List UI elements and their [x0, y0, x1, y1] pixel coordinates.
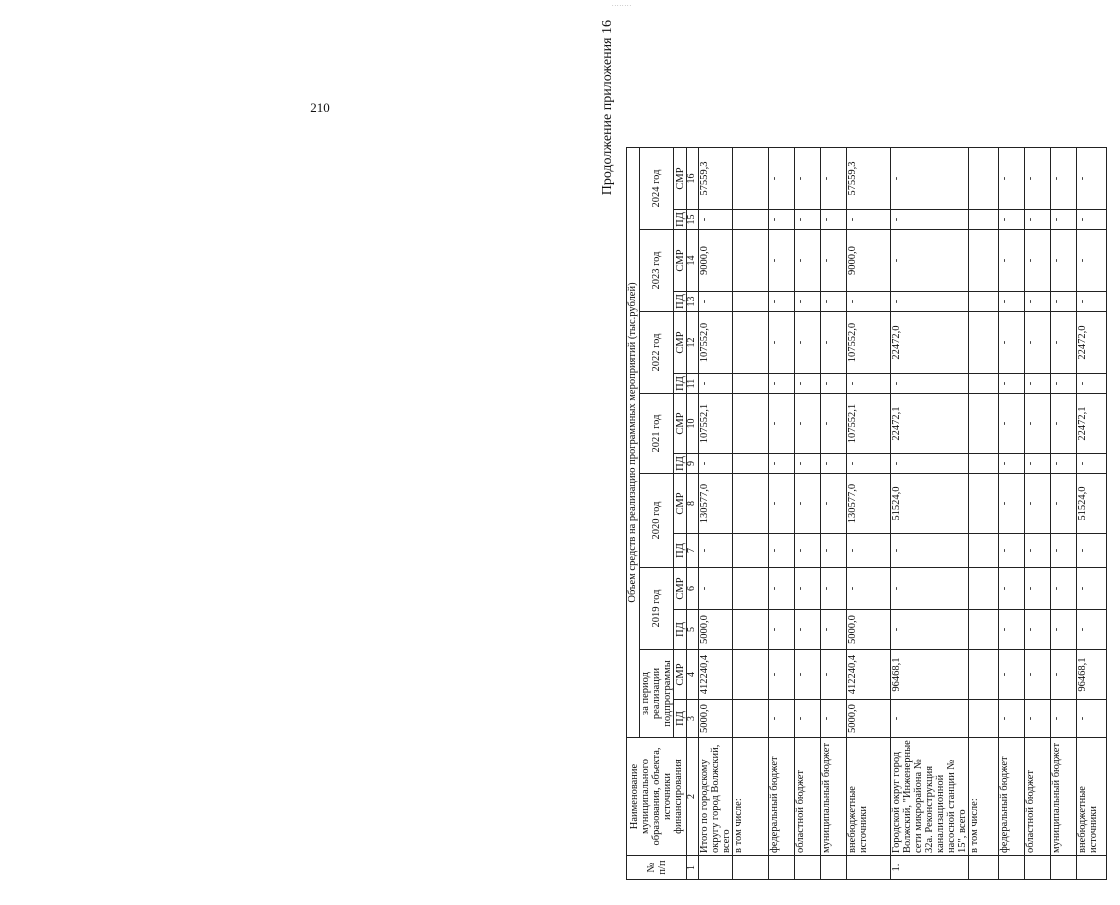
header-year: 2023 год — [640, 230, 674, 312]
row-name: муниципальный бюджет — [1051, 738, 1077, 856]
table-row — [999, 148, 1025, 880]
header-pd: ПД — [674, 454, 687, 474]
row-value: - — [1051, 610, 1077, 650]
header-pd: ПД — [674, 700, 687, 738]
row-value: - — [699, 292, 733, 312]
row-name: внебюджетные источники — [1077, 738, 1107, 856]
row-value: - — [847, 534, 891, 568]
row-value: - — [1051, 148, 1077, 210]
row-number — [733, 856, 769, 880]
row-value: - — [769, 610, 795, 650]
row-value: 107552,0 — [847, 312, 891, 374]
column-number: 1 — [687, 856, 699, 880]
row-value: - — [821, 534, 847, 568]
row-value — [733, 148, 769, 210]
row-value: - — [821, 394, 847, 454]
row-value — [969, 474, 999, 534]
column-number: 6 — [687, 568, 699, 610]
table-row — [733, 148, 769, 880]
row-value: - — [1051, 454, 1077, 474]
row-value: - — [699, 374, 733, 394]
row-value: - — [847, 292, 891, 312]
row-value: - — [1077, 374, 1107, 394]
row-value: - — [821, 474, 847, 534]
row-value: - — [699, 568, 733, 610]
row-value: - — [999, 700, 1025, 738]
row-value: - — [1025, 148, 1051, 210]
row-value: - — [795, 454, 821, 474]
page-number: 210 — [310, 100, 330, 115]
header-smr: СМР — [674, 568, 687, 610]
row-value: - — [999, 454, 1025, 474]
row-value — [733, 312, 769, 374]
row-value — [969, 650, 999, 700]
row-value: - — [891, 700, 969, 738]
row-value — [969, 454, 999, 474]
column-number: 15 — [687, 210, 699, 230]
row-value: - — [1077, 454, 1107, 474]
row-value: - — [999, 394, 1025, 454]
row-value: - — [821, 374, 847, 394]
row-value: - — [1051, 700, 1077, 738]
row-value: 9000,0 — [847, 230, 891, 292]
row-value: - — [847, 454, 891, 474]
row-value — [733, 534, 769, 568]
row-value — [733, 210, 769, 230]
rotated-page — [600, 20, 1120, 880]
table-row — [769, 148, 795, 880]
row-value: - — [795, 394, 821, 454]
row-value: 107552,1 — [699, 394, 733, 454]
row-value — [733, 394, 769, 454]
header-col-no: № п/п — [627, 856, 687, 880]
row-value — [969, 534, 999, 568]
row-value: - — [891, 148, 969, 210]
row-value: - — [769, 312, 795, 374]
row-value: - — [847, 568, 891, 610]
row-number — [769, 856, 795, 880]
row-number — [699, 856, 733, 880]
row-name: в том числе: — [969, 738, 999, 856]
table-row — [699, 148, 733, 880]
row-value: - — [769, 650, 795, 700]
row-value: - — [891, 568, 969, 610]
row-value: - — [795, 650, 821, 700]
header-group-title: Объем средств на реализацию программных мероприятий (тыс.рублей) — [627, 148, 640, 738]
row-value: - — [1025, 650, 1051, 700]
row-value: - — [1051, 210, 1077, 230]
row-value: - — [769, 534, 795, 568]
row-name: федеральный бюджет — [999, 738, 1025, 856]
row-value: - — [891, 292, 969, 312]
row-value: - — [1025, 394, 1051, 454]
row-value: - — [795, 534, 821, 568]
row-value: 22472,0 — [891, 312, 969, 374]
row-number — [1077, 856, 1107, 880]
column-number: 5 — [687, 610, 699, 650]
row-value: - — [821, 210, 847, 230]
row-value: - — [795, 610, 821, 650]
row-value: - — [795, 568, 821, 610]
row-number — [1051, 856, 1077, 880]
row-value: 22472,1 — [1077, 394, 1107, 454]
row-value — [733, 454, 769, 474]
row-value — [733, 292, 769, 312]
row-value: - — [769, 454, 795, 474]
row-value: - — [847, 374, 891, 394]
table-row — [1025, 148, 1051, 880]
row-value: - — [1051, 394, 1077, 454]
row-value: - — [1025, 292, 1051, 312]
row-value: - — [1077, 210, 1107, 230]
header-smr: СМР — [674, 230, 687, 292]
column-number: 12 — [687, 312, 699, 374]
row-value: 51524,0 — [1077, 474, 1107, 534]
row-value: - — [1025, 610, 1051, 650]
row-value: - — [999, 312, 1025, 374]
row-value: - — [1051, 534, 1077, 568]
column-number: 13 — [687, 292, 699, 312]
row-value — [969, 148, 999, 210]
row-value — [969, 312, 999, 374]
row-value: - — [795, 312, 821, 374]
row-value: - — [795, 230, 821, 292]
row-value — [969, 568, 999, 610]
row-name: в том числе: — [733, 738, 769, 856]
table-row — [1077, 148, 1107, 880]
row-value: - — [795, 292, 821, 312]
row-name: внебюджетные источники — [847, 738, 891, 856]
table-row — [821, 148, 847, 880]
row-value: - — [999, 230, 1025, 292]
row-value: - — [1077, 292, 1107, 312]
row-value: - — [769, 700, 795, 738]
row-value: - — [891, 374, 969, 394]
row-value: 57559,3 — [847, 148, 891, 210]
row-value: - — [1077, 700, 1107, 738]
row-value: - — [795, 700, 821, 738]
row-value — [969, 230, 999, 292]
row-value — [969, 210, 999, 230]
row-value — [733, 230, 769, 292]
row-value: - — [1051, 568, 1077, 610]
header-period: за период реализации подпрограммы — [640, 650, 674, 738]
row-name: муниципальный бюджет — [821, 738, 847, 856]
row-value: - — [1051, 374, 1077, 394]
row-value: - — [891, 610, 969, 650]
row-value: - — [1025, 230, 1051, 292]
row-value: - — [699, 454, 733, 474]
table-row — [969, 148, 999, 880]
row-value: - — [795, 148, 821, 210]
row-value: - — [999, 210, 1025, 230]
continuation-title: Продолжение приложения 16 — [600, 20, 615, 196]
row-value: - — [1025, 454, 1051, 474]
row-value: - — [891, 230, 969, 292]
row-name: областной бюджет — [795, 738, 821, 856]
row-value: - — [769, 292, 795, 312]
row-value — [733, 374, 769, 394]
column-number: 7 — [687, 534, 699, 568]
row-value: 57559,3 — [699, 148, 733, 210]
row-value: - — [1051, 292, 1077, 312]
row-value: - — [999, 610, 1025, 650]
header-smr: СМР — [674, 148, 687, 210]
row-value: - — [1025, 210, 1051, 230]
table-row — [1051, 148, 1077, 880]
row-value: - — [1077, 230, 1107, 292]
row-value: 96468,1 — [891, 650, 969, 700]
table-row — [847, 148, 891, 880]
row-value: 130577,0 — [847, 474, 891, 534]
column-number: 11 — [687, 374, 699, 394]
row-number — [1025, 856, 1051, 880]
row-value: - — [999, 650, 1025, 700]
row-value: - — [999, 292, 1025, 312]
row-value: - — [769, 394, 795, 454]
row-value: - — [821, 454, 847, 474]
row-value: - — [999, 148, 1025, 210]
row-value: - — [821, 292, 847, 312]
row-number — [821, 856, 847, 880]
row-value — [733, 568, 769, 610]
row-value: - — [891, 534, 969, 568]
row-value — [969, 374, 999, 394]
row-value — [969, 394, 999, 454]
row-value: 412240,4 — [847, 650, 891, 700]
row-value: - — [1077, 534, 1107, 568]
row-value: - — [1025, 312, 1051, 374]
row-name: Итого по городскому округу город Волжский, всего — [699, 738, 733, 856]
row-value: - — [999, 374, 1025, 394]
row-value: - — [999, 534, 1025, 568]
row-value: - — [1077, 148, 1107, 210]
row-value — [733, 474, 769, 534]
header-year: 2022 год — [640, 312, 674, 394]
header-pd: ПД — [674, 374, 687, 394]
row-value: 5000,0 — [847, 700, 891, 738]
row-value: - — [769, 148, 795, 210]
column-number: 2 — [687, 738, 699, 856]
header-year: 2019 год — [640, 568, 674, 650]
row-value: - — [821, 312, 847, 374]
row-value: 22472,1 — [891, 394, 969, 454]
corner-mark: ........ — [612, 2, 632, 8]
row-value: 51524,0 — [891, 474, 969, 534]
row-value: - — [1025, 474, 1051, 534]
header-smr: СМР — [674, 650, 687, 700]
row-value: - — [1025, 700, 1051, 738]
table-row — [795, 148, 821, 880]
header-pd: ПД — [674, 610, 687, 650]
header-year: 2024 год — [640, 148, 674, 230]
row-value: - — [821, 148, 847, 210]
row-value: 5000,0 — [699, 700, 733, 738]
row-value: 96468,1 — [1077, 650, 1107, 700]
row-value — [969, 700, 999, 738]
row-value: - — [795, 474, 821, 534]
row-value: 5000,0 — [699, 610, 733, 650]
row-value: - — [1051, 650, 1077, 700]
row-value: - — [821, 700, 847, 738]
column-number: 8 — [687, 474, 699, 534]
header-smr: СМР — [674, 394, 687, 454]
row-value: - — [1051, 230, 1077, 292]
row-value: - — [1077, 610, 1107, 650]
row-value — [733, 700, 769, 738]
row-value — [969, 292, 999, 312]
row-value: - — [1025, 374, 1051, 394]
column-number: 10 — [687, 394, 699, 454]
row-value: 22472,0 — [1077, 312, 1107, 374]
row-value: 107552,1 — [847, 394, 891, 454]
row-number — [847, 856, 891, 880]
header-year: 2020 год — [640, 474, 674, 568]
row-value: - — [999, 474, 1025, 534]
header-smr: СМР — [674, 474, 687, 534]
header-pd: ПД — [674, 210, 687, 230]
column-number: 14 — [687, 230, 699, 292]
row-value — [733, 610, 769, 650]
row-value: - — [769, 474, 795, 534]
row-number — [795, 856, 821, 880]
row-value: - — [821, 230, 847, 292]
row-value: - — [847, 210, 891, 230]
row-value: - — [795, 374, 821, 394]
header-pd: ПД — [674, 292, 687, 312]
row-value: 9000,0 — [699, 230, 733, 292]
row-value: - — [821, 610, 847, 650]
column-number: 16 — [687, 148, 699, 210]
row-value: - — [821, 650, 847, 700]
row-value: 130577,0 — [699, 474, 733, 534]
row-number — [969, 856, 999, 880]
budget-table — [626, 147, 1107, 880]
column-number: 9 — [687, 454, 699, 474]
row-value: - — [1025, 568, 1051, 610]
row-name: Городской округ город Волжский, "Инженерные сети микрорайона № 32а. Реконструкция канализационной насосной станции № 15", всего — [891, 738, 969, 856]
row-value: - — [999, 568, 1025, 610]
column-number: 3 — [687, 700, 699, 738]
row-value — [733, 650, 769, 700]
row-value: - — [769, 230, 795, 292]
row-value: - — [769, 374, 795, 394]
row-value: - — [1025, 534, 1051, 568]
row-value: 5000,0 — [847, 610, 891, 650]
row-value: - — [891, 210, 969, 230]
row-name: федеральный бюджет — [769, 738, 795, 856]
header-smr: СМР — [674, 312, 687, 374]
column-number: 4 — [687, 650, 699, 700]
row-value: - — [891, 454, 969, 474]
row-value: - — [821, 568, 847, 610]
row-value: - — [769, 210, 795, 230]
row-value: - — [795, 210, 821, 230]
row-value: - — [699, 534, 733, 568]
row-value: - — [769, 568, 795, 610]
row-value: - — [1051, 312, 1077, 374]
header-year: 2021 год — [640, 394, 674, 474]
header-pd: ПД — [674, 534, 687, 568]
table-row — [891, 148, 969, 880]
row-name: областной бюджет — [1025, 738, 1051, 856]
row-number — [999, 856, 1025, 880]
row-value — [969, 610, 999, 650]
header-col-name: Наименование муниципального образования, объекта, источники финансирования — [627, 738, 687, 856]
row-number: 1. — [891, 856, 969, 880]
row-value: 412240,4 — [699, 650, 733, 700]
row-value: - — [1077, 568, 1107, 610]
row-value: - — [699, 210, 733, 230]
row-value: 107552,0 — [699, 312, 733, 374]
row-value: - — [1051, 474, 1077, 534]
